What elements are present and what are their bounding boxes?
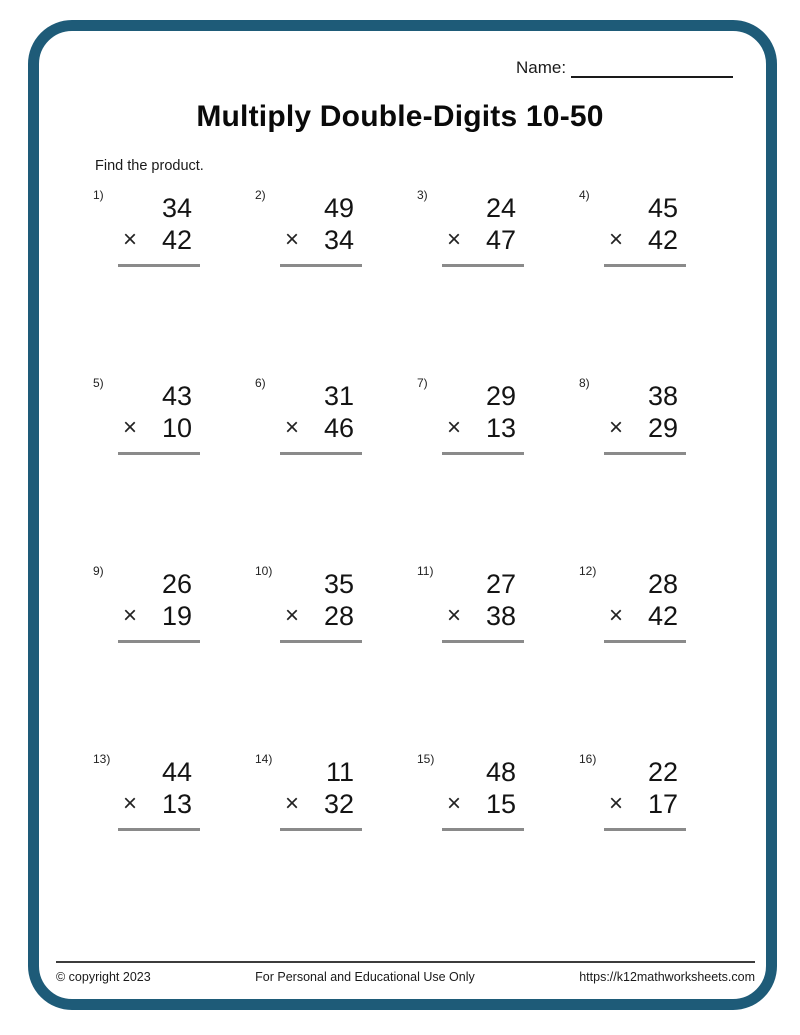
multiplication-problem (604, 192, 686, 267)
answer-line (604, 828, 686, 831)
problem-number: 2) (255, 188, 266, 202)
bottom-operand-row (604, 788, 686, 820)
name-label: Name: (516, 58, 567, 77)
problem (579, 750, 741, 938)
answer-line (280, 452, 362, 455)
problem (417, 750, 579, 938)
multiplier: 10 (161, 413, 192, 444)
multiplier: 46 (323, 413, 354, 444)
multiply-icon: × (609, 414, 624, 442)
problem-number: 11) (417, 564, 434, 578)
problem-number: 6) (255, 376, 266, 390)
multiplication-problem (280, 192, 362, 267)
problem-number: 5) (93, 376, 104, 390)
footer-copyright: © copyright 2023 (56, 970, 151, 984)
answer-line (442, 640, 524, 643)
bottom-operand-row (442, 224, 524, 256)
problem-number: 16) (579, 752, 597, 766)
multiplier: 42 (647, 601, 678, 632)
problem-number: 9) (93, 564, 104, 578)
multiplier: 47 (485, 225, 516, 256)
multiplicand: 45 (647, 193, 678, 223)
problem (93, 374, 255, 562)
multiplier: 29 (647, 413, 678, 444)
multiply-icon: × (285, 414, 300, 442)
problem (93, 562, 255, 750)
answer-line (118, 640, 200, 643)
multiplication-problem (604, 568, 686, 643)
multiply-icon: × (447, 790, 462, 818)
name-row (516, 58, 733, 78)
multiplication-problem (118, 380, 200, 455)
problem-number: 1) (93, 188, 104, 202)
multiplication-problem (280, 380, 362, 455)
multiply-icon: × (123, 790, 138, 818)
bottom-operand-row (118, 412, 200, 444)
multiplier: 38 (485, 601, 516, 632)
answer-line (604, 264, 686, 267)
answer-line (442, 828, 524, 831)
multiplicand: 28 (647, 569, 678, 599)
problem (93, 186, 255, 374)
name-blank-line (571, 58, 733, 78)
bottom-operand-row (604, 224, 686, 256)
answer-line (604, 452, 686, 455)
problem-number: 12) (579, 564, 597, 578)
multiplication-problem (280, 756, 362, 831)
multiply-icon: × (123, 414, 138, 442)
multiplication-problem (118, 568, 200, 643)
problem-number: 3) (417, 188, 428, 202)
multiplicand: 44 (161, 757, 192, 787)
page-title: Multiply Double-Digits 10-50 (196, 100, 604, 133)
bottom-operand-row (280, 412, 362, 444)
bottom-operand-row (604, 412, 686, 444)
problem (255, 374, 417, 562)
multiplication-problem (118, 192, 200, 267)
problem (579, 186, 741, 374)
bottom-operand-row (280, 224, 362, 256)
bottom-operand-row (604, 600, 686, 632)
bottom-operand-row (118, 788, 200, 820)
multiplicand: 29 (485, 381, 516, 411)
bottom-operand-row (280, 600, 362, 632)
multiplicand: 27 (485, 569, 516, 599)
multiplicand: 24 (485, 193, 516, 223)
multiplication-problem (118, 756, 200, 831)
multiply-icon: × (609, 602, 624, 630)
multiplier: 15 (485, 789, 516, 820)
multiplier: 17 (647, 789, 678, 820)
answer-line (604, 640, 686, 643)
multiplier: 42 (647, 225, 678, 256)
answer-line (118, 828, 200, 831)
bottom-operand-row (442, 788, 524, 820)
answer-line (280, 264, 362, 267)
multiplier: 34 (323, 225, 354, 256)
problem-number: 7) (417, 376, 428, 390)
problem (417, 562, 579, 750)
multiplicand: 35 (323, 569, 354, 599)
multiply-icon: × (447, 226, 462, 254)
multiplicand: 43 (161, 381, 192, 411)
multiplier: 42 (161, 225, 192, 256)
multiply-icon: × (123, 602, 138, 630)
answer-line (442, 264, 524, 267)
footer (56, 970, 755, 984)
bottom-operand-row (442, 412, 524, 444)
problem-number: 14) (255, 752, 273, 766)
footer-url: https://k12mathworksheets.com (579, 970, 755, 984)
multiplier: 32 (323, 789, 354, 820)
problem-number: 15) (417, 752, 435, 766)
problem (579, 562, 741, 750)
problem (255, 186, 417, 374)
instruction-text: Find the product. (95, 158, 204, 174)
problem (255, 562, 417, 750)
answer-line (118, 264, 200, 267)
multiplicand: 34 (161, 193, 192, 223)
multiply-icon: × (609, 226, 624, 254)
multiplicand: 26 (161, 569, 192, 599)
bottom-operand-row (280, 788, 362, 820)
multiplier: 28 (323, 601, 354, 632)
problem (93, 750, 255, 938)
multiplicand: 49 (323, 193, 354, 223)
multiply-icon: × (447, 414, 462, 442)
multiplication-problem (442, 568, 524, 643)
bottom-operand-row (442, 600, 524, 632)
multiplicand: 22 (647, 757, 678, 787)
multiplier: 19 (161, 601, 192, 632)
bottom-operand-row (118, 600, 200, 632)
multiplication-problem (604, 380, 686, 455)
multiplication-problem (442, 380, 524, 455)
footer-usage-note: For Personal and Educational Use Only (255, 970, 475, 984)
multiplier: 13 (161, 789, 192, 820)
problem-number: 4) (579, 188, 590, 202)
answer-line (280, 828, 362, 831)
multiplicand: 48 (485, 757, 516, 787)
problem (417, 374, 579, 562)
multiplication-problem (604, 756, 686, 831)
multiply-icon: × (285, 226, 300, 254)
multiply-icon: × (609, 790, 624, 818)
problems-grid (93, 186, 741, 938)
problem-number: 10) (255, 564, 273, 578)
multiplication-problem (442, 756, 524, 831)
multiplicand: 31 (323, 381, 354, 411)
problem (417, 186, 579, 374)
problem-number: 13) (93, 752, 111, 766)
problem (579, 374, 741, 562)
multiplicand: 11 (325, 757, 354, 787)
answer-line (118, 452, 200, 455)
multiplication-problem (280, 568, 362, 643)
multiplier: 13 (485, 413, 516, 444)
answer-line (280, 640, 362, 643)
multiply-icon: × (123, 226, 138, 254)
multiply-icon: × (447, 602, 462, 630)
multiplicand: 38 (647, 381, 678, 411)
bottom-operand-row (118, 224, 200, 256)
answer-line (442, 452, 524, 455)
footer-divider (56, 961, 755, 963)
problem (255, 750, 417, 938)
multiplication-problem (442, 192, 524, 267)
problem-number: 8) (579, 376, 590, 390)
multiply-icon: × (285, 790, 300, 818)
multiply-icon: × (285, 602, 300, 630)
